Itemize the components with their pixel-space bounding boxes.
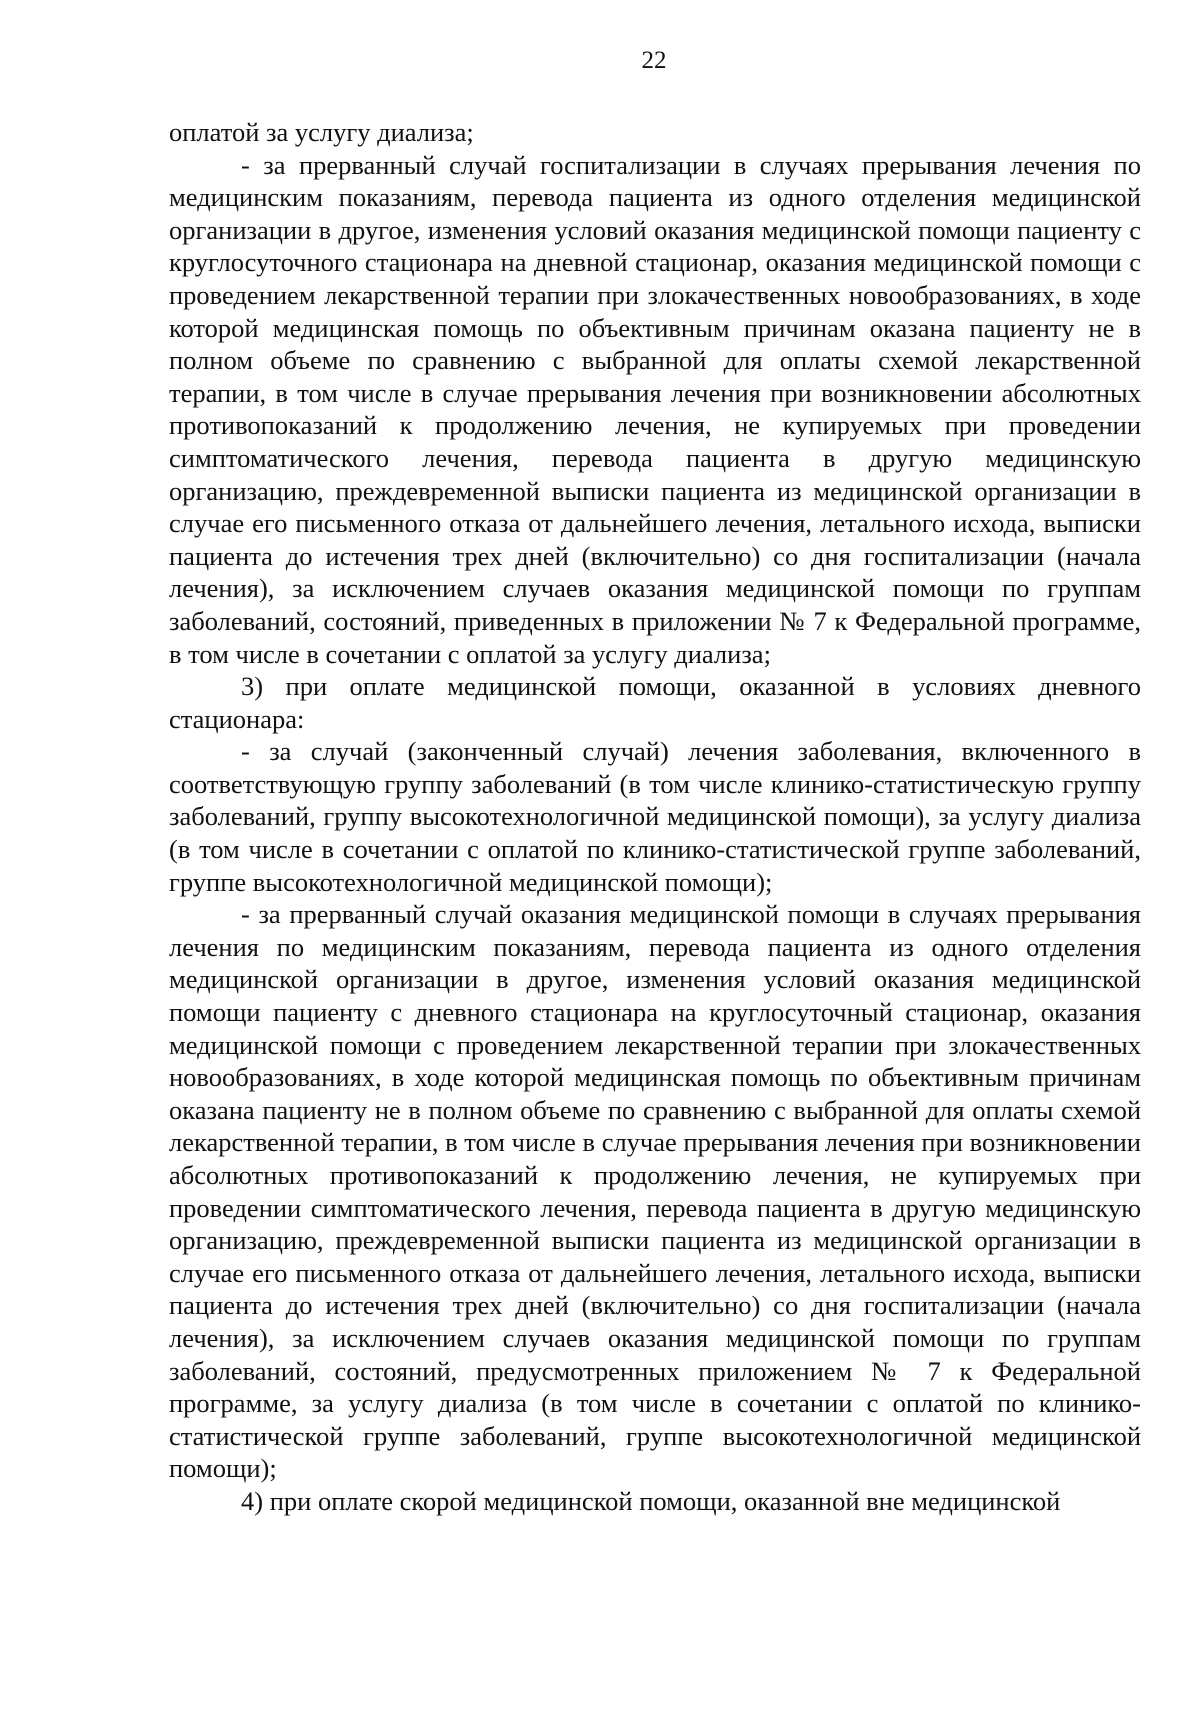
document-body [169, 116, 1141, 1518]
paragraph: 3) при оплате медицинской помощи, оказанной в условиях дневного стационара: [169, 671, 1141, 734]
paragraph: оплатой за услугу диализа; [169, 117, 474, 147]
paragraph: 4) при оплате скорой медицинской помощи, оказанной вне медицинской [241, 1485, 1061, 1516]
paragraph: - за прерванный случай оказания медицинской помощи в случаях прерывания лечения по медицинским показаниям, перевода пациента из одного отделения медицинской организации в другое, изменения условий оказания медицинской помощи пациенту с дневного стационара на круглосуточный стационар, оказания медицинской помощи с проведением лекарственной терапии при злокачественных новообразованиях, в ходе которой медицинская помощь по объективным причинам оказана пациенту не в полном объеме по сравнению с выбранной для оплаты схемой лекарственной терапии, в том числе в случае прерывания лечения при возникновении абсолютных противопоказаний к продолжению лечения, не купируемых при проведении симптоматического лечения, перевода пациента в другую медицинскую организацию, преждевременной выписки пациента из медицинской организации в случае его письменного отказа от дальнейшего лечения, летального исхода, выписки пациента до истечения трех дней (включительно) со дня госпитализации (начала лечения), за исключением случаев оказания медицинской помощи по группам заболеваний, состояний, предусмотренных приложением № 7 к Федеральной программе, за услугу диализа (в том числе в сочетании с оплатой по клинико-статистической группе заболеваний, группе высокотехнологичной медицинской помощи); [169, 899, 1141, 1484]
paragraph: - за прерванный случай госпитализации в случаях прерывания лечения по медицинским показаниям, перевода пациента из одного отделения медицинской организации в другое, изменения условий оказания медицинской помощи пациенту с круглосуточного стационара на дневной стационар, оказания медицинской помощи с проведением лекарственной терапии при злокачественных новообразованиях, в ходе которой медицинская помощь по объективным причинам оказана пациенту не в полном объеме по сравнению с выбранной для оплаты схемой лекарственной терапии, в том числе в случае прерывания лечения при возникновении абсолютных противопоказаний к продолжению лечения, не купируемых при проведении симптоматического лечения, перевода пациента в другую медицинскую организацию, преждевременной выписки пациента из медицинской организации в случае его письменного отказа от дальнейшего лечения, летального исхода, выписки пациента до истечения трех дней (включительно) со дня госпитализации (начала лечения), за исключением случаев оказания медицинской помощи по группам заболеваний, состояний, приведенных в приложении № 7 к Федеральной программе, в том числе в сочетании с оплатой за услугу диализа; [169, 149, 1141, 669]
paragraph: - за случай (законченный случай) лечения заболевания, включенного в соответствующую группу заболеваний (в том числе клинико-статистическую группу заболеваний, группу высокотехнологичной медицинской помощи), за услугу диализа (в том числе в сочетании с оплатой по клинико-статистической группе заболеваний, группе высокотехнологичной медицинской помощи); [169, 736, 1141, 897]
page-number: 22 [641, 47, 667, 74]
